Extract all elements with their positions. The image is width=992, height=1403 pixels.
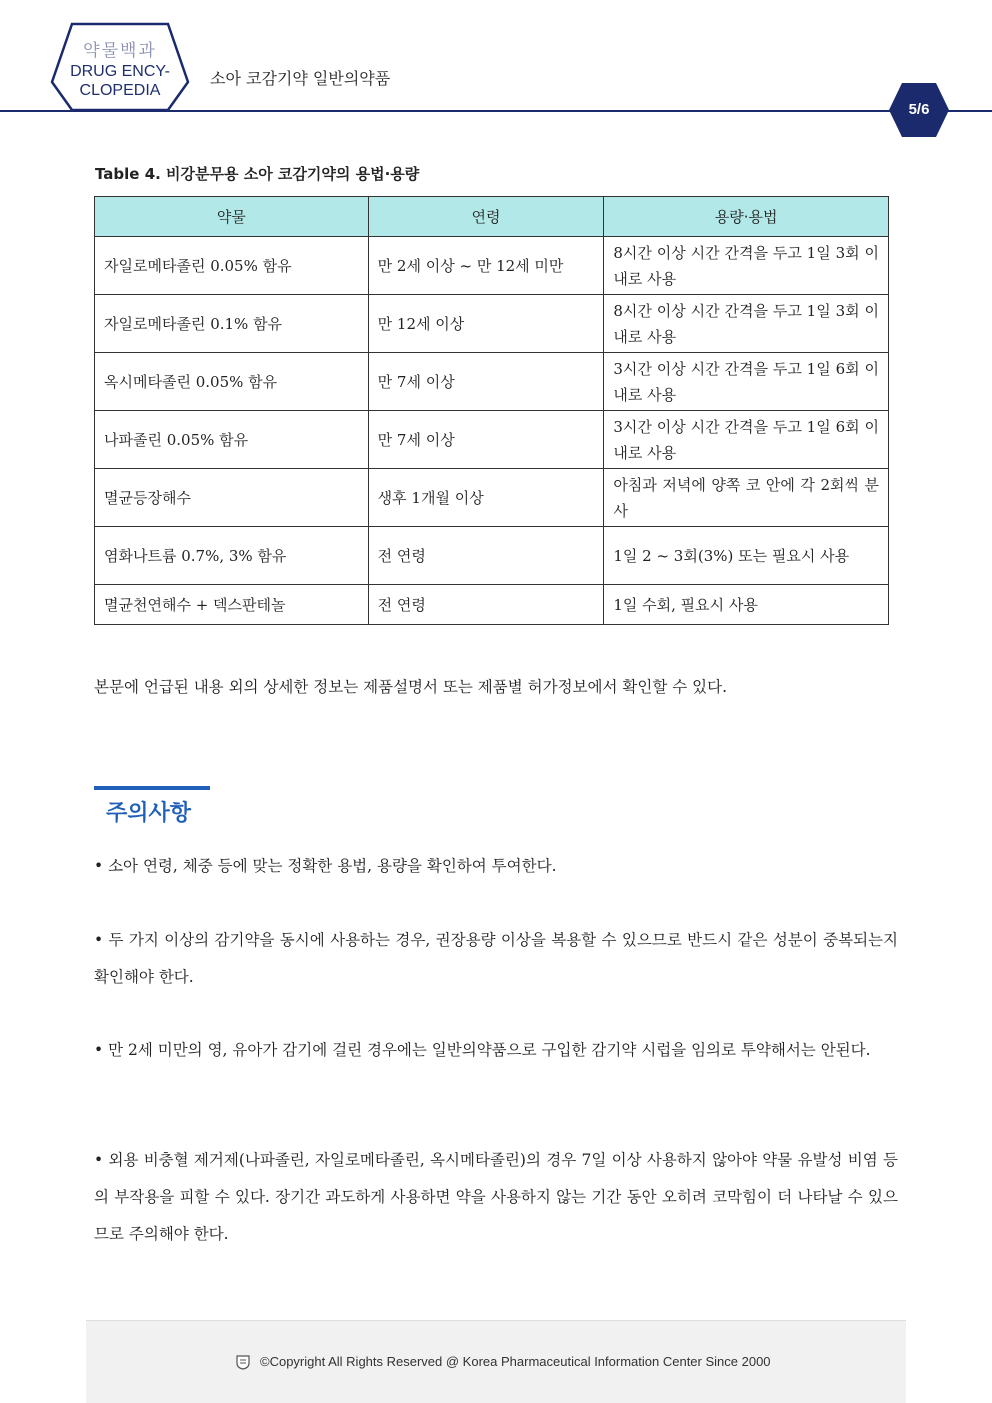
header-dose: 용량·용법 (604, 197, 889, 237)
header-drug: 약물 (95, 197, 369, 237)
table-row (95, 469, 889, 527)
document-title: 소아 코감기약 일반의약품 (210, 69, 391, 88)
cell-dose: 8시간 이상 시간 간격을 두고 1일 3회 이내로 사용 (604, 237, 889, 295)
table-row (95, 411, 889, 469)
logo-korean: 약물백과 (83, 41, 157, 60)
logo-english-line2: CLOPEDIA (79, 82, 161, 99)
cell-age: 전 연령 (368, 527, 604, 585)
table-row (95, 585, 889, 625)
cell-age: 전 연령 (368, 585, 604, 625)
cell-age: 생후 1개월 이상 (368, 469, 604, 527)
cell-dose: 1일 2 ~ 3회(3%) 또는 필요시 사용 (604, 527, 889, 585)
header-age: 연령 (368, 197, 604, 237)
copyright-text: ©Copyright All Rights Reserved @ Korea Pharmaceutical Information Center Since 2000 (260, 1354, 771, 1369)
section-accent-bar (94, 786, 210, 790)
cell-drug: 나파졸린 0.05% 함유 (95, 411, 369, 469)
detail-note: 본문에 언급된 내용 외의 상세한 정보는 제품설명서 또는 제품별 허가정보에서 확인할 수 있다. (94, 678, 728, 696)
cell-drug: 자일로메타졸린 0.05% 함유 (95, 237, 369, 295)
cell-dose: 3시간 이상 시간 간격을 두고 1일 6회 이내로 사용 (604, 411, 889, 469)
shield-crest-icon (235, 1354, 251, 1370)
table-header-row (95, 197, 889, 237)
precaution-item: • 만 2세 미만의 영, 유아가 감기에 걸린 경우에는 일반의약품으로 구입한 감기약 시럽을 임의로 투약해서는 안된다. (94, 1041, 871, 1059)
cell-dose: 1일 수회, 필요시 사용 (604, 585, 889, 625)
page-number: 5/6 (908, 101, 930, 118)
precaution-item: • 소아 연령, 체중 등에 맞는 정확한 용법, 용량을 확인하여 투여한다. (94, 857, 557, 875)
cell-drug: 옥시메타졸린 0.05% 함유 (95, 353, 369, 411)
logo (60, 40, 180, 100)
dosage-table (94, 196, 889, 625)
cell-age: 만 7세 이상 (368, 353, 604, 411)
cell-age: 만 12세 이상 (368, 295, 604, 353)
table-caption: Table 4. 비강분무용 소아 코감기약의 용법·용량 (95, 165, 420, 183)
cell-dose: 8시간 이상 시간 간격을 두고 1일 3회 이내로 사용 (604, 295, 889, 353)
section-title: 주의사항 (106, 801, 192, 826)
table-row (95, 353, 889, 411)
table-row (95, 295, 889, 353)
precaution-item: • 두 가지 이상의 감기약을 동시에 사용하는 경우, 권장용량 이상을 복용할 수 있으므로 반드시 같은 성분이 중복되는지 확인해야 한다. (94, 931, 898, 986)
cell-drug: 자일로메타졸린 0.1% 함유 (95, 295, 369, 353)
cell-drug: 염화나트륨 0.7%, 3% 함유 (95, 527, 369, 585)
logo-english-line1: DRUG ENCY- (70, 63, 170, 80)
cell-age: 만 7세 이상 (368, 411, 604, 469)
table-row (95, 527, 889, 585)
precaution-item: • 외용 비충혈 제거제(나파졸린, 자일로메타졸린, 옥시메타졸린)의 경우 7일 이상 사용하지 않아야 약물 유발성 비염 등의 부작용을 피할 수 있다. 장기간 과도하게 사용하면 약을 사용하지 않는 기간 동안 오히려 코막힘이 더 나타날 수 있으므로 주의해야 한다. (94, 1151, 898, 1243)
cell-dose: 아침과 저녁에 양쪽 코 안에 각 2회씩 분사 (604, 469, 889, 527)
cell-age: 만 2세 이상 ~ 만 12세 미만 (368, 237, 604, 295)
cell-drug: 멸균등장해수 (95, 469, 369, 527)
cell-dose: 3시간 이상 시간 간격을 두고 1일 6회 이내로 사용 (604, 353, 889, 411)
cell-drug: 멸균천연해수 + 덱스판테놀 (95, 585, 369, 625)
table-row (95, 237, 889, 295)
